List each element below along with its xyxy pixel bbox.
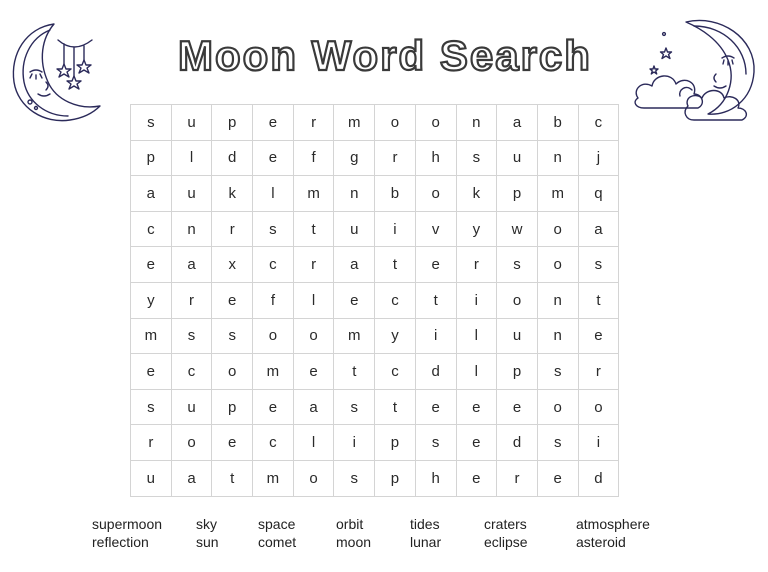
grid-cell[interactable]: o <box>293 318 334 354</box>
grid-cell[interactable]: a <box>293 389 334 425</box>
grid-cell[interactable]: e <box>415 247 456 283</box>
grid-cell[interactable]: l <box>456 318 497 354</box>
grid-cell[interactable]: e <box>497 389 538 425</box>
grid-cell[interactable]: n <box>171 211 212 247</box>
grid-cell[interactable]: m <box>131 318 172 354</box>
grid-cell[interactable]: s <box>578 247 619 283</box>
grid-row <box>131 105 619 141</box>
grid-cell[interactable]: t <box>375 389 416 425</box>
grid-cell[interactable]: d <box>578 460 619 496</box>
grid-cell[interactable]: i <box>415 318 456 354</box>
grid-cell[interactable]: f <box>253 282 294 318</box>
grid-row <box>131 318 619 354</box>
grid-row <box>131 211 619 247</box>
grid-cell[interactable]: m <box>537 176 578 212</box>
word-bank-item: comet <box>258 534 297 550</box>
grid-cell[interactable]: h <box>415 460 456 496</box>
grid-cell[interactable]: t <box>334 354 375 390</box>
grid-cell[interactable]: e <box>537 460 578 496</box>
grid-cell[interactable]: o <box>253 318 294 354</box>
grid-cell[interactable]: c <box>171 354 212 390</box>
page-title-text: Moon Word Search <box>178 32 592 79</box>
page-title <box>120 30 650 82</box>
word-bank-item: asteroid <box>576 534 626 550</box>
grid-cell[interactable]: t <box>375 247 416 283</box>
grid-cell[interactable]: o <box>415 105 456 141</box>
grid-cell[interactable]: m <box>334 318 375 354</box>
word-bank <box>92 516 692 556</box>
grid-cell[interactable]: a <box>334 247 375 283</box>
grid-cell[interactable]: o <box>537 211 578 247</box>
grid-cell[interactable]: p <box>375 425 416 461</box>
grid-cell[interactable]: p <box>497 176 538 212</box>
grid-cell[interactable]: r <box>375 140 416 176</box>
grid-cell[interactable]: s <box>537 425 578 461</box>
grid-cell[interactable]: q <box>578 176 619 212</box>
grid-cell[interactable]: e <box>293 354 334 390</box>
grid-cell[interactable]: u <box>334 211 375 247</box>
grid-cell[interactable]: l <box>253 176 294 212</box>
grid-cell[interactable]: r <box>171 282 212 318</box>
grid-cell[interactable]: m <box>253 460 294 496</box>
grid-row <box>131 282 619 318</box>
grid-cell[interactable]: o <box>375 105 416 141</box>
word-bank-item: space <box>258 516 296 532</box>
grid-cell[interactable]: e <box>456 425 497 461</box>
grid-cell[interactable]: r <box>578 354 619 390</box>
grid-cell[interactable]: u <box>171 176 212 212</box>
grid-cell[interactable]: o <box>537 247 578 283</box>
grid-cell[interactable]: b <box>537 105 578 141</box>
word-bank-item: supermoon <box>92 516 163 532</box>
grid-cell[interactable]: s <box>253 211 294 247</box>
grid-cell[interactable]: e <box>456 460 497 496</box>
grid-cell[interactable]: t <box>578 282 619 318</box>
grid-cell[interactable]: d <box>212 140 253 176</box>
word-bank-item: reflection <box>92 534 149 550</box>
grid-cell[interactable]: l <box>293 282 334 318</box>
grid-cell[interactable]: s <box>171 318 212 354</box>
word-search-grid <box>130 104 619 497</box>
grid-cell[interactable]: s <box>334 460 375 496</box>
grid-cell[interactable]: s <box>497 247 538 283</box>
word-bank-item: sun <box>196 534 219 550</box>
grid-cell[interactable]: u <box>131 460 172 496</box>
grid-cell[interactable]: o <box>578 389 619 425</box>
grid-cell[interactable]: r <box>131 425 172 461</box>
grid-cell[interactable]: p <box>212 389 253 425</box>
grid-cell[interactable]: p <box>131 140 172 176</box>
grid-cell[interactable]: i <box>334 425 375 461</box>
word-bank-item: sky <box>196 516 217 532</box>
grid-cell[interactable]: e <box>212 282 253 318</box>
grid-cell[interactable]: s <box>131 105 172 141</box>
word-bank-item: moon <box>336 534 372 550</box>
grid-row <box>131 460 619 496</box>
grid-cell[interactable]: u <box>497 318 538 354</box>
grid-cell[interactable]: j <box>578 140 619 176</box>
grid-cell[interactable]: o <box>537 389 578 425</box>
grid-cell[interactable]: r <box>497 460 538 496</box>
grid-cell[interactable]: s <box>537 354 578 390</box>
grid-cell[interactable]: n <box>456 105 497 141</box>
grid-cell[interactable]: y <box>131 282 172 318</box>
grid-cell[interactable]: b <box>375 176 416 212</box>
grid-cell[interactable]: n <box>537 282 578 318</box>
grid-cell[interactable]: e <box>415 389 456 425</box>
grid-cell[interactable]: s <box>212 318 253 354</box>
grid-cell[interactable]: s <box>334 389 375 425</box>
word-bank-item: craters <box>484 516 527 532</box>
grid-cell[interactable]: e <box>253 389 294 425</box>
grid-cell[interactable]: e <box>131 354 172 390</box>
word-bank-item: lunar <box>410 534 442 550</box>
grid-cell[interactable]: a <box>578 211 619 247</box>
grid-cell[interactable]: w <box>497 211 538 247</box>
grid-cell[interactable]: c <box>253 425 294 461</box>
grid-cell[interactable]: n <box>537 318 578 354</box>
grid-cell[interactable]: s <box>456 140 497 176</box>
grid-cell[interactable]: e <box>212 425 253 461</box>
grid-cell[interactable]: r <box>293 247 334 283</box>
grid-cell[interactable]: c <box>375 354 416 390</box>
grid-cell[interactable]: e <box>253 105 294 141</box>
grid-cell[interactable]: i <box>578 425 619 461</box>
grid-cell[interactable]: h <box>415 140 456 176</box>
grid-cell[interactable]: l <box>456 354 497 390</box>
grid-cell[interactable]: u <box>497 140 538 176</box>
grid-cell[interactable]: t <box>415 282 456 318</box>
grid-cell[interactable]: k <box>212 176 253 212</box>
crescent-moon-with-hanging-stars-icon <box>8 20 108 126</box>
word-bank-item: eclipse <box>484 534 528 550</box>
grid-cell[interactable]: s <box>131 389 172 425</box>
grid-cell[interactable]: l <box>171 140 212 176</box>
word-bank-item: orbit <box>336 516 364 532</box>
grid-cell[interactable]: x <box>212 247 253 283</box>
grid-cell[interactable]: i <box>456 282 497 318</box>
grid-cell[interactable]: y <box>456 211 497 247</box>
grid-cell[interactable]: g <box>334 140 375 176</box>
grid-cell[interactable]: c <box>253 247 294 283</box>
grid-cell[interactable]: d <box>415 354 456 390</box>
grid-cell[interactable]: l <box>293 425 334 461</box>
grid-cell[interactable]: a <box>131 176 172 212</box>
grid-cell[interactable]: r <box>212 211 253 247</box>
crescent-moon-on-clouds-icon <box>628 14 766 126</box>
grid-cell[interactable]: s <box>415 425 456 461</box>
grid-cell[interactable]: p <box>497 354 538 390</box>
grid-cell[interactable]: c <box>131 211 172 247</box>
grid-cell[interactable]: o <box>171 425 212 461</box>
grid-cell[interactable]: n <box>334 176 375 212</box>
grid-cell[interactable]: u <box>171 105 212 141</box>
grid-cell[interactable]: u <box>171 389 212 425</box>
grid-cell[interactable]: n <box>537 140 578 176</box>
grid-cell[interactable]: p <box>212 105 253 141</box>
grid-cell[interactable]: o <box>415 176 456 212</box>
grid-cell[interactable]: y <box>375 318 416 354</box>
grid-cell[interactable]: t <box>212 460 253 496</box>
grid-cell[interactable]: e <box>253 140 294 176</box>
grid-cell[interactable]: c <box>375 282 416 318</box>
word-bank-item: tides <box>410 516 440 532</box>
grid-cell[interactable]: k <box>456 176 497 212</box>
grid-cell[interactable]: r <box>456 247 497 283</box>
grid-cell[interactable]: t <box>293 211 334 247</box>
grid-row <box>131 425 619 461</box>
grid-cell[interactable]: c <box>578 105 619 141</box>
grid-cell[interactable]: e <box>131 247 172 283</box>
grid-row <box>131 354 619 390</box>
grid-row <box>131 176 619 212</box>
grid-row <box>131 140 619 176</box>
grid-cell[interactable]: i <box>375 211 416 247</box>
grid-cell[interactable]: f <box>293 140 334 176</box>
grid-cell[interactable]: p <box>375 460 416 496</box>
grid-row <box>131 389 619 425</box>
grid-cell[interactable]: m <box>293 176 334 212</box>
grid-cell[interactable]: o <box>293 460 334 496</box>
grid-row <box>131 247 619 283</box>
grid-cell[interactable]: o <box>497 282 538 318</box>
grid-cell[interactable]: a <box>497 105 538 141</box>
grid-cell[interactable]: a <box>171 247 212 283</box>
grid-cell[interactable]: m <box>334 105 375 141</box>
word-bank-item: atmosphere <box>576 516 650 532</box>
grid-cell[interactable]: a <box>171 460 212 496</box>
grid-cell[interactable]: e <box>456 389 497 425</box>
grid-cell[interactable]: r <box>293 105 334 141</box>
grid-cell[interactable]: v <box>415 211 456 247</box>
grid-cell[interactable]: e <box>334 282 375 318</box>
grid-cell[interactable]: o <box>212 354 253 390</box>
grid-cell[interactable]: e <box>578 318 619 354</box>
grid-cell[interactable]: d <box>497 425 538 461</box>
grid-cell[interactable]: m <box>253 354 294 390</box>
